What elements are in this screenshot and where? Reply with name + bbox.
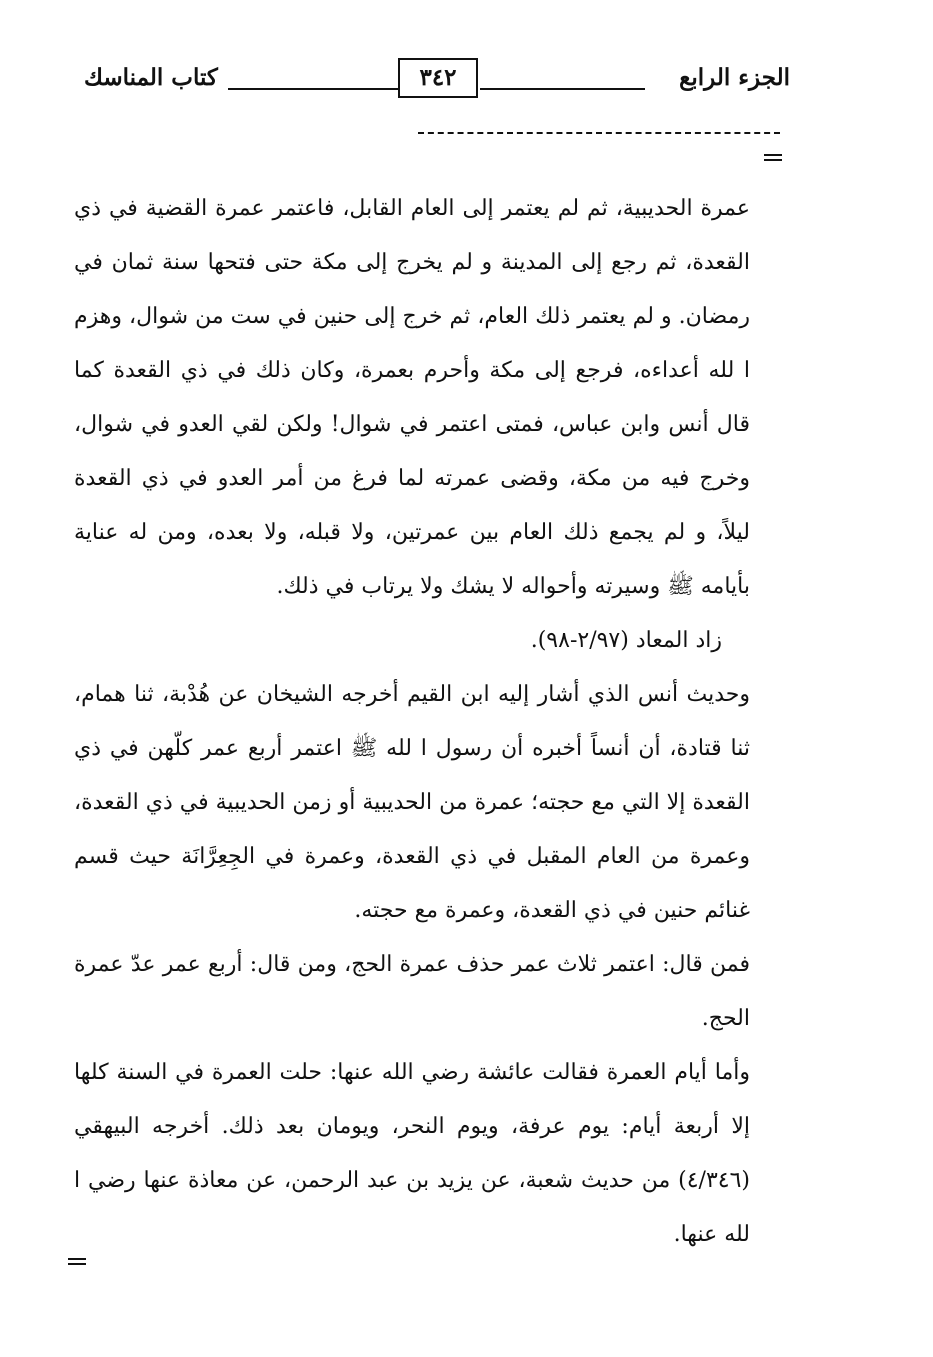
header-rule-left — [228, 88, 398, 90]
volume-title: الجزء الرابع — [679, 64, 790, 91]
paragraph-source-reference: زاد المعاد (٢/٩٧-٩٨). — [530, 628, 722, 653]
running-header — [78, 58, 790, 110]
paragraph-counting-umrahs: فمن قال: اعتمر ثلاث عمر حذف عمرة الحج، ومن قال: أربع عمر عدّ عمرة الحج. — [74, 952, 750, 1031]
paragraph-umrah-days: وأما أيام العمرة فقالت عائشة رضي الله عنها: حلت العمرة في السنة كلها إلا أربعة أيام: يوم عرفة، ويوم النحر، ويومان بعد ذلك. أخرجه البيهقي (٤/٣٤٦) من حديث شعبة، عن يزيد بن عبد الرحمن، عن معاذة عنها رضي ا لله عنها. — [74, 1060, 750, 1247]
paragraph-anas-hadith: وحديث أنس الذي أشار إليه ابن القيم أخرجه الشيخان عن هُدْبة، ثنا همام، ثنا قتادة، أن أنساً أخبره أن رسول ا لله ﷺ اعتمر أربع عمر كلّهن في ذي القعدة إلا التي مع حجته؛ عمرة من الحديبية أو زمن الحديبية في ذي القعدة، وعمرة من العام المقبل في ذي القعدة، وعمرة في الجِعِرَّانَة حيث قسم غنائم حنين في ذي القعدة، وعمرة مع حجته. — [74, 682, 750, 923]
double-bar-mark-top — [764, 154, 782, 161]
paragraph-continuation: عمرة الحديبية، ثم لم يعتمر إلى العام القابل، فاعتمر عمرة القضية في ذي القعدة، ثم رجع إلى المدينة و لم يخرج إلى مكة حتى فتحها سنة ثمان في رمضان. و لم يعتمر ذلك العام، ثم خرج إلى حنين في ست من شوال، وهزم ا لله أعداءه، فرجع إلى مكة وأحرم بعمرة، وكان ذلك في ذي القعدة كما قال أنس وابن عباس، فمتى اعتمر في شوال! ولكن لقي العدو في شوال، وخرج فيه من مكة، وقضى عمرته لما فرغ من أمر العدو في ذي القعدة ليلاً، و لم يجمع ذلك العام بين عمرتين، ولا قبله، ولا بعده، ومن له عناية بأيامه ﷺ وسيرته وأحواله لا يشك ولا يرتاب في ذلك. — [74, 196, 750, 599]
dashed-rule — [418, 132, 780, 134]
page-number: ٣٤٢ — [398, 58, 478, 98]
page-body — [74, 182, 750, 1262]
header-rule-right — [480, 88, 645, 90]
double-bar-mark-bottom — [68, 1258, 86, 1265]
book-title: كتاب المناسك — [84, 64, 218, 91]
